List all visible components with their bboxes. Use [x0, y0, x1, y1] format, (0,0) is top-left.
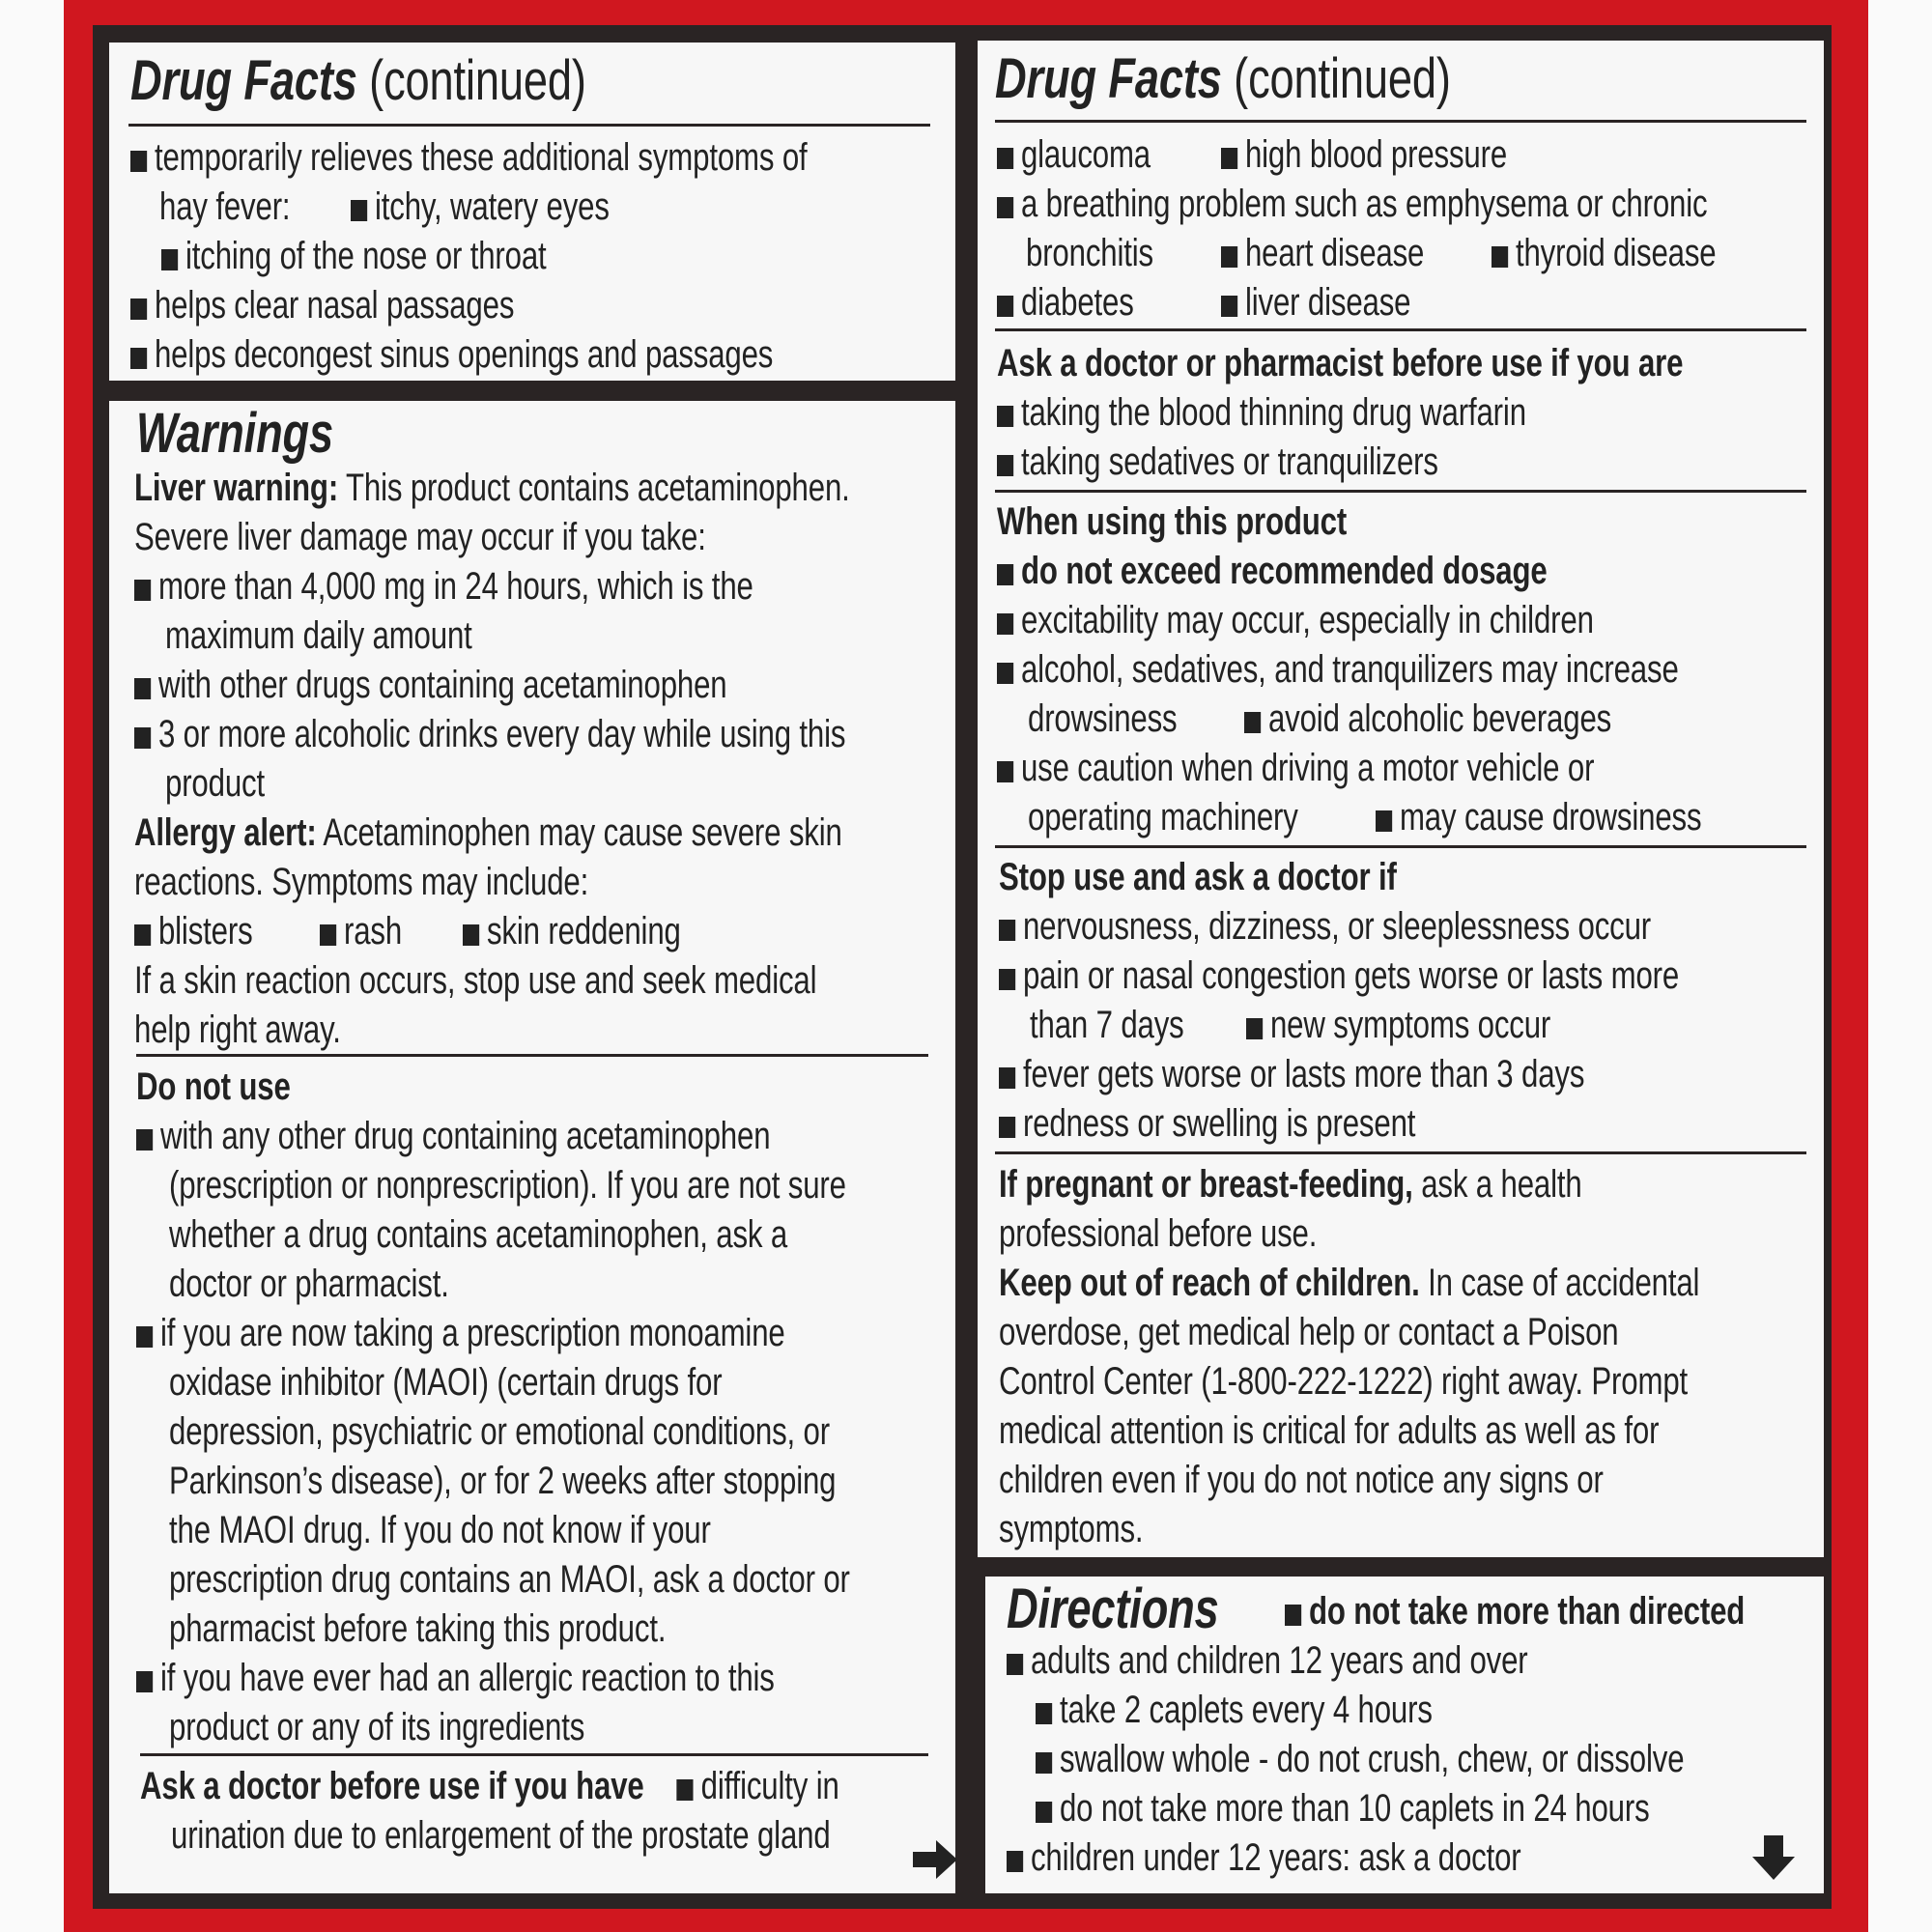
bullet-icon [999, 969, 1015, 990]
liver-warning-text: Severe liver damage may occur if you take: [134, 516, 706, 558]
list-item: Parkinson’s disease), or for 2 weeks after stopping [169, 1460, 837, 1502]
ask-doctor-section: Ask a doctor before use if you have difficulty in [140, 1765, 839, 1807]
bullet-icon [134, 678, 151, 699]
list-item: 3 or more alcoholic drinks every day while using this [134, 711, 845, 757]
condition-item: diabetes [997, 279, 1134, 326]
list-item: oxidase inhibitor (MAOI) (certain drugs for [169, 1361, 723, 1404]
list-item: (prescription or nonprescription). If you are not sure [169, 1164, 846, 1207]
bullet-icon [1492, 246, 1508, 268]
condition-item: liver disease [1221, 279, 1410, 326]
bullet-icon [134, 924, 151, 946]
list-item: pain or nasal congestion gets worse or lasts more [999, 952, 1679, 999]
list-item: avoid alcoholic beverages [1244, 696, 1611, 742]
pregnant-warning: If pregnant or breast-feeding, ask a health [999, 1163, 1582, 1206]
list-item: whether a drug contains acetaminophen, ask a [169, 1213, 788, 1256]
keep-out-text: overdose, get medical help or contact a Poison [999, 1311, 1619, 1353]
list-item: helps decongest sinus openings and passages [130, 331, 773, 378]
divider [140, 1753, 928, 1756]
bullet-icon [997, 761, 1013, 782]
list-item: adults and children 12 years and over [1007, 1637, 1528, 1684]
condition-item: glaucoma [997, 131, 1151, 178]
drug-facts-continued-panel [978, 41, 1824, 1557]
directions-top-item: do not take more than directed [1285, 1588, 1745, 1634]
list-item: pharmacist before taking this product. [169, 1607, 667, 1650]
list-item: temporarily relieves these additional symptoms of [130, 134, 808, 181]
condition-item: a breathing problem such as emphysema or chronic [997, 181, 1707, 227]
list-item: may cause drowsiness [1376, 794, 1701, 840]
list-item: than 7 days [1030, 1004, 1184, 1046]
bullet-icon [351, 200, 367, 221]
bullet-icon [134, 580, 151, 601]
arrow-down-icon [1752, 1835, 1795, 1880]
list-item: helps clear nasal passages [130, 282, 514, 328]
list-item: nervousness, dizziness, or sleeplessness occur [999, 903, 1651, 950]
bullet-icon [130, 298, 147, 320]
bullet-icon [997, 663, 1013, 684]
do-not-use-heading: Do not use [136, 1065, 291, 1108]
bullet-icon [997, 296, 1013, 317]
panel-heading: Drug Facts (continued) [995, 47, 1451, 110]
allergy-after: If a skin reaction occurs, stop use and seek medical [134, 959, 817, 1002]
list-item: maximum daily amount [165, 614, 472, 657]
directions-heading: Directions [1007, 1577, 1219, 1640]
warnings-panel [109, 401, 955, 1893]
ask-doctor-item: urination due to enlargement of the prostate gland [171, 1814, 831, 1857]
list-item: redness or swelling is present [999, 1100, 1415, 1147]
condition-item: bronchitis [1026, 232, 1153, 274]
list-item: more than 4,000 mg in 24 hours, which is the [134, 563, 753, 610]
bullet-icon [999, 920, 1015, 941]
keep-out-warning: Keep out of reach of children. In case of accidental [999, 1262, 1700, 1304]
bullet-icon [1221, 246, 1237, 268]
list-item: drowsiness [1028, 697, 1178, 740]
warnings-heading: Warnings [136, 402, 334, 465]
bullet-icon [136, 1326, 153, 1348]
divider [136, 1054, 928, 1057]
list-item: operating machinery [1028, 796, 1298, 838]
divider [995, 120, 1806, 123]
bullet-icon [136, 1671, 153, 1692]
list-item: do not exceed recommended dosage [997, 548, 1548, 594]
divider [995, 490, 1806, 493]
bullet-icon [1036, 1752, 1052, 1774]
list-item: doctor or pharmacist. [169, 1263, 449, 1305]
keep-out-text: symptoms. [999, 1508, 1144, 1550]
condition-item: thyroid disease [1492, 230, 1716, 276]
bullet-icon [1246, 1018, 1263, 1039]
bullet-icon [134, 727, 151, 749]
keep-out-text: Control Center (1-800-222-1222) right away. Prompt [999, 1360, 1689, 1403]
list-item: with any other drug containing acetaminophen [136, 1113, 770, 1159]
list-item: use caution when driving a motor vehicle or [997, 745, 1594, 791]
ask-pharmacist-heading: Ask a doctor or pharmacist before use if you are [997, 342, 1684, 384]
bullet-icon [1244, 712, 1261, 733]
keep-out-text: medical attention is critical for adults as well as for [999, 1409, 1660, 1452]
pregnant-warning-text: professional before use. [999, 1212, 1318, 1255]
allergy-after: help right away. [134, 1009, 341, 1051]
bullet-icon [1221, 296, 1237, 317]
list-item: product or any of its ingredients [169, 1706, 585, 1748]
divider [995, 845, 1806, 848]
bullet-icon [999, 1117, 1015, 1138]
uses-continued-panel [109, 43, 955, 381]
list-item: prescription drug contains an MAOI, ask a doctor or [169, 1558, 850, 1601]
when-using-heading: When using this product [997, 500, 1348, 543]
bullet-icon [999, 1067, 1015, 1089]
directions-panel [985, 1577, 1824, 1893]
bullet-icon [997, 406, 1013, 427]
bullet-icon [463, 924, 479, 946]
divider [128, 124, 930, 127]
bullet-icon [997, 148, 1013, 169]
bullet-icon [997, 197, 1013, 218]
list-item: itching of the nose or throat [161, 233, 547, 279]
arrow-right-icon [913, 1840, 957, 1879]
bullet-icon [997, 455, 1013, 476]
bullet-icon [997, 613, 1013, 635]
bullet-icon [136, 1129, 153, 1151]
bullet-icon [161, 249, 178, 270]
list-item: alcohol, sedatives, and tranquilizers may increase [997, 646, 1679, 693]
bullet-icon [677, 1779, 694, 1801]
list-item: itchy, watery eyes [351, 184, 610, 230]
bullet-icon [1221, 148, 1237, 169]
list-item: taking sedatives or tranquilizers [997, 439, 1438, 485]
bullet-icon [1036, 1703, 1052, 1724]
list-item: if you are now taking a prescription monoamine [136, 1310, 785, 1356]
list-item: swallow whole - do not crush, chew, or dissolve [1036, 1736, 1684, 1782]
bullet-icon [1036, 1802, 1052, 1823]
condition-item: high blood pressure [1221, 131, 1507, 178]
bullet-icon [320, 924, 336, 946]
bullet-icon [1285, 1605, 1301, 1626]
bullet-icon [1007, 1654, 1023, 1675]
list-item: the MAOI drug. If you do not know if your [169, 1509, 711, 1551]
panel-heading: Drug Facts (continued) [130, 49, 586, 112]
bullet-icon [1007, 1851, 1023, 1872]
list-item: new symptoms occur [1246, 1002, 1550, 1048]
list-item: depression, psychiatric or emotional conditions, or [169, 1410, 830, 1453]
list-item: if you have ever had an allergic reaction to this [136, 1655, 775, 1701]
symptom-item: skin reddening [463, 908, 681, 954]
allergy-text: reactions. Symptoms may include: [134, 861, 589, 903]
list-item: hay fever: [159, 185, 291, 228]
list-item: with other drugs containing acetaminophen [134, 662, 726, 708]
symptom-item: rash [320, 908, 402, 954]
condition-item: heart disease [1221, 230, 1424, 276]
list-item: taking the blood thinning drug warfarin [997, 389, 1526, 436]
list-item: fever gets worse or lasts more than 3 days [999, 1051, 1584, 1097]
list-item: take 2 caplets every 4 hours [1036, 1687, 1433, 1733]
divider [995, 328, 1806, 331]
list-item: product [165, 762, 265, 805]
bullet-icon [997, 564, 1013, 585]
list-item: excitability may occur, especially in children [997, 597, 1594, 643]
keep-out-text: children even if you do not notice any signs or [999, 1459, 1604, 1501]
bullet-icon [1376, 810, 1392, 832]
symptom-item: blisters [134, 908, 253, 954]
allergy-alert: Allergy alert: Acetaminophen may cause severe skin [134, 811, 842, 854]
list-item: do not take more than 10 caplets in 24 hours [1036, 1785, 1650, 1832]
liver-warning: Liver warning: This product contains acetaminophen. [134, 467, 850, 509]
bullet-icon [130, 151, 147, 172]
bullet-icon [130, 348, 147, 369]
stop-use-heading: Stop use and ask a doctor if [999, 856, 1397, 898]
divider [995, 1151, 1806, 1154]
list-item: children under 12 years: ask a doctor [1007, 1834, 1521, 1881]
